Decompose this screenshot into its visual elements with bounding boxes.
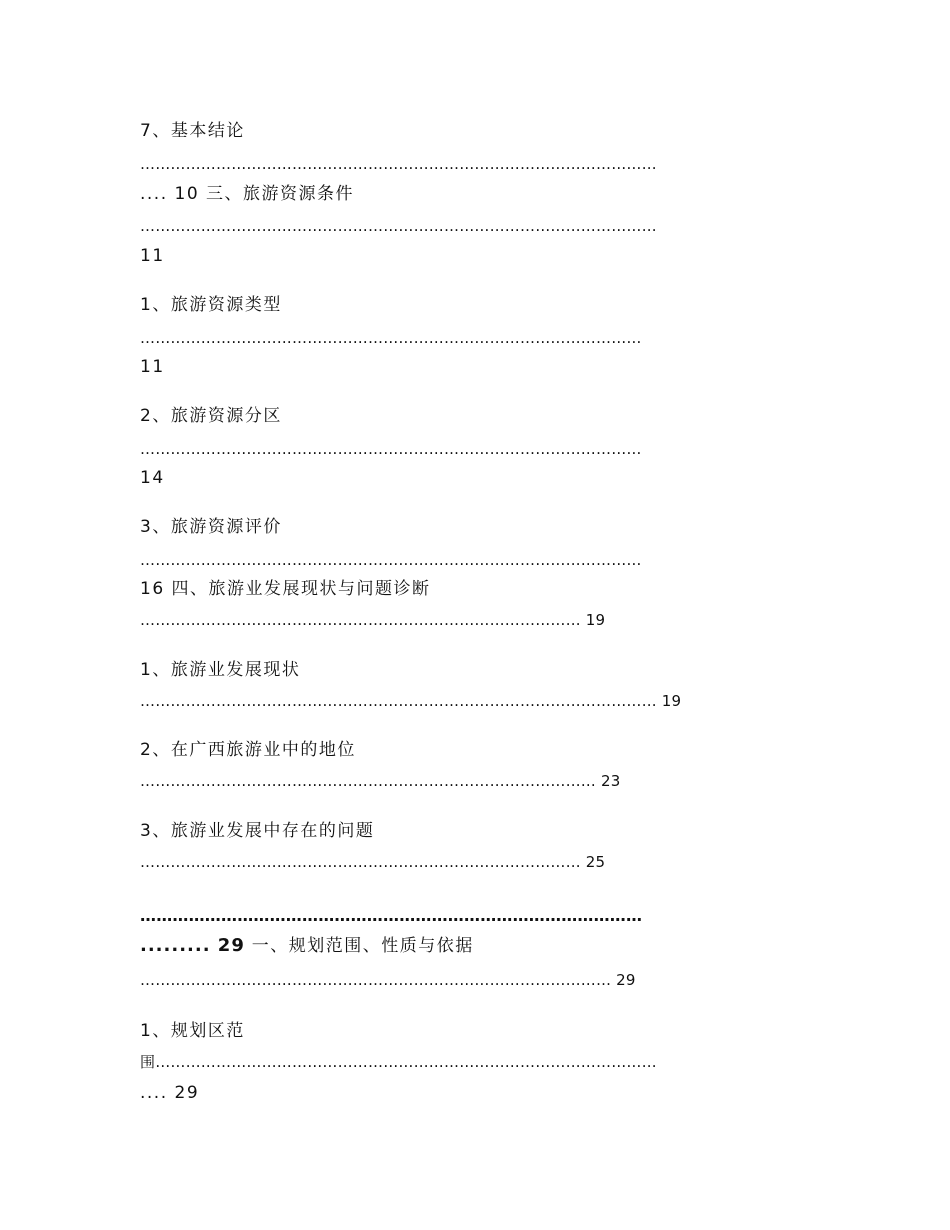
toc-leader-dots: ………………………………………………………………………………… 29	[140, 971, 636, 989]
toc-entry-basic-conclusion: 7、基本结论	[140, 121, 245, 141]
toc-entry-guangxi-position: 2、在广西旅游业中的地位	[140, 740, 356, 760]
toc-entry-planning-scope-title: 一、规划范围、性质与依据	[244, 936, 474, 956]
toc-entry-industry-status: 1、旅游业发展现状	[140, 660, 301, 680]
toc-page-number: 11	[140, 357, 165, 377]
toc-page-number: .... 29	[140, 1083, 200, 1103]
toc-entry-resource-types: 1、旅游资源类型	[140, 295, 282, 315]
toc-entry-resource-evaluation: 3、旅游资源评价	[140, 517, 282, 537]
toc-leader-dots: …………………………………………………………………………… 19	[140, 611, 606, 629]
toc-entry-industry-status-diagnosis: 16 四、旅游业发展现状与问题诊断	[140, 579, 431, 599]
toc-page-number: 11	[140, 246, 165, 266]
toc-entry-planning-scope	[140, 935, 474, 957]
toc-leader-dots: ………………………………………………………………………………………… 19	[140, 692, 682, 710]
toc-entry-planning-area: 1、规划区范	[140, 1021, 245, 1041]
toc-leader-dots: ………………………………………………………………………………………	[140, 440, 642, 458]
toc-leader-dots: …………………………………………………………………………………………	[140, 155, 657, 173]
toc-leader-dots: 围………………………………………………………………………………………	[140, 1053, 657, 1071]
toc-page-number-bold: ......... 29	[140, 935, 245, 956]
toc-leader-dots: ……………………………………………………………………………… 23	[140, 772, 621, 790]
toc-entry-existing-problems: 3、旅游业发展中存在的问题	[140, 821, 375, 841]
toc-leader-dots-bold: …………………………………………………………………………………	[140, 906, 643, 925]
toc-entry-resource-conditions: .... 10 三、旅游资源条件	[140, 184, 355, 204]
toc-leader-dots: ………………………………………………………………………………………	[140, 551, 642, 569]
toc-page-number: 14	[140, 468, 165, 488]
toc-leader-dots: ………………………………………………………………………………………	[140, 329, 642, 347]
toc-entry-resource-zoning: 2、旅游资源分区	[140, 406, 282, 426]
toc-leader-dots: …………………………………………………………………………… 25	[140, 853, 606, 871]
toc-leader-dots: …………………………………………………………………………………………	[140, 217, 657, 235]
